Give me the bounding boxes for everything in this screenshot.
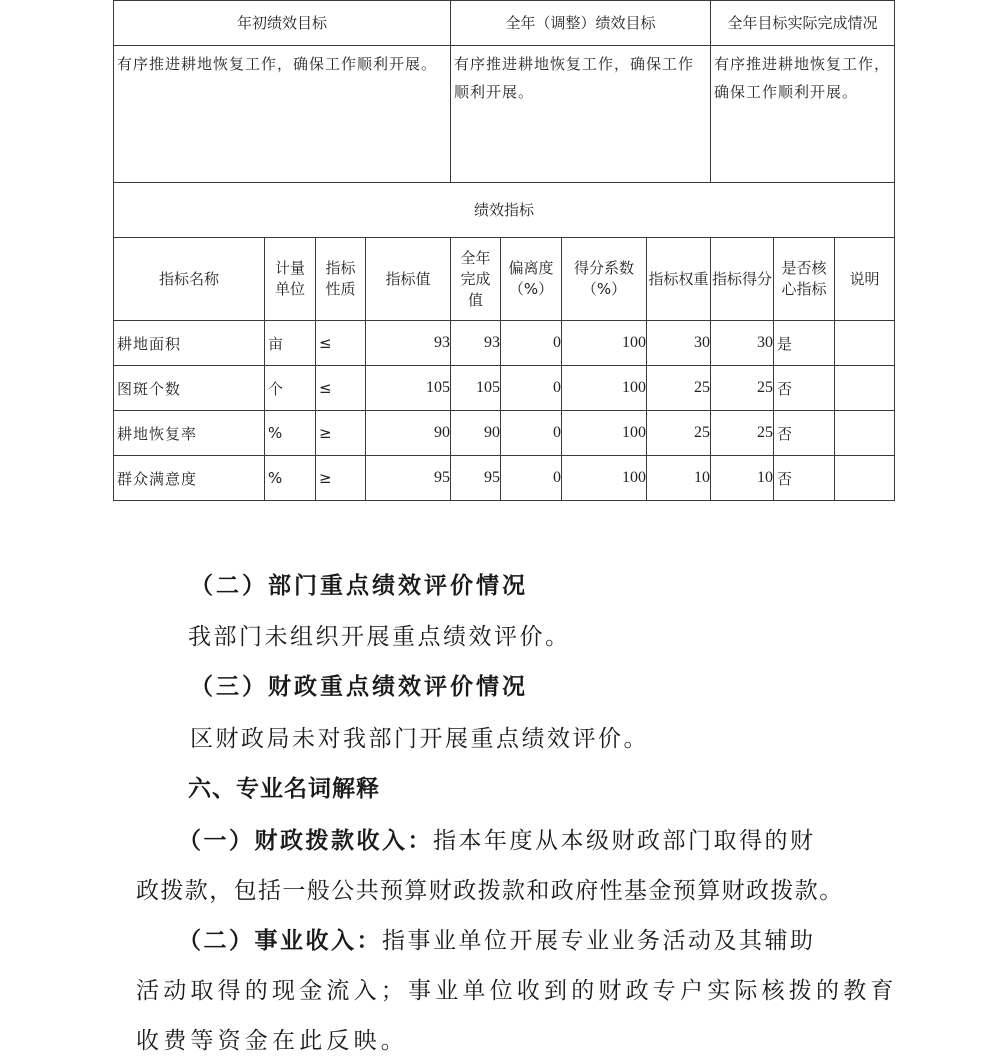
col-header-score: 指标得分	[711, 238, 774, 321]
indicator-row	[114, 456, 895, 501]
cell-completed: 93	[451, 321, 501, 366]
cell-note	[835, 456, 895, 501]
goal-header-row	[114, 1, 895, 46]
col-header-coefficient: 得分系数（%）	[562, 238, 647, 321]
term2-text: 指事业单位开展专业业务活动及其辅助	[382, 928, 816, 954]
term2-line2: 活动取得的现金流入；事业单位收到的财政专户实际核拨的教育	[136, 978, 898, 1004]
finance-eval-heading: （三）财政重点绩效评价情况	[190, 673, 528, 700]
cell-weight: 30	[647, 321, 711, 366]
cell-value: 93	[366, 321, 451, 366]
goal-content-row	[114, 46, 895, 183]
cell-name: 耕地恢复率	[114, 411, 265, 456]
term1-label: （一）财政拨款收入：	[178, 828, 433, 854]
cell-completed: 105	[451, 366, 501, 411]
cell-deviation: 0	[501, 411, 562, 456]
cell-coefficient: 100	[562, 321, 647, 366]
cell-coefficient: 100	[562, 456, 647, 501]
cell-nature: ≤	[316, 366, 366, 411]
performance-table	[113, 0, 895, 501]
cell-nature: ≥	[316, 411, 366, 456]
cell-value: 90	[366, 411, 451, 456]
cell-nature: ≥	[316, 456, 366, 501]
term2-label: （二）事业收入：	[178, 928, 382, 954]
col-header-nature: 指标性质	[316, 238, 366, 321]
glossary-heading: 六、专业名词解释	[188, 776, 380, 802]
col-header-unit: 计量单位	[265, 238, 316, 321]
cell-value: 105	[366, 366, 451, 411]
cell-core: 否	[774, 366, 835, 411]
term1-line2: 政拨款，包括一般公共预算财政拨款和政府性基金预算财政拨款。	[136, 878, 844, 904]
indicator-section-title: 绩效指标	[114, 183, 895, 238]
term2-line1	[178, 922, 816, 955]
cell-score: 25	[711, 411, 774, 456]
cell-value: 95	[366, 456, 451, 501]
term2-line3: 收费等资金在此反映。	[136, 1028, 408, 1054]
cell-core: 否	[774, 411, 835, 456]
cell-coefficient: 100	[562, 366, 647, 411]
cell-note	[835, 321, 895, 366]
indicator-header-row	[114, 238, 895, 321]
cell-completed: 95	[451, 456, 501, 501]
actual-completion-header: 全年目标实际完成情况	[711, 1, 895, 46]
cell-weight: 25	[647, 411, 711, 456]
indicator-row	[114, 321, 895, 366]
cell-note	[835, 366, 895, 411]
initial-goal-text: 有序推进耕地恢复工作，确保工作顺利开展。	[114, 46, 451, 183]
col-header-note: 说明	[835, 238, 895, 321]
cell-unit: %	[265, 456, 316, 501]
cell-score: 10	[711, 456, 774, 501]
cell-deviation: 0	[501, 321, 562, 366]
cell-score: 30	[711, 321, 774, 366]
col-header-name: 指标名称	[114, 238, 265, 321]
cell-name: 图斑个数	[114, 366, 265, 411]
cell-name: 耕地面积	[114, 321, 265, 366]
dept-eval-text: 我部门未组织开展重点绩效评价。	[188, 624, 571, 650]
col-header-core: 是否核心指标	[774, 238, 835, 321]
cell-deviation: 0	[501, 456, 562, 501]
term1-line1	[178, 822, 816, 855]
col-header-completed: 全年完成值	[451, 238, 501, 321]
col-header-deviation: 偏离度（%）	[501, 238, 562, 321]
finance-eval-text: 区财政局未对我部门开展重点绩效评价。	[190, 726, 649, 752]
cell-unit: %	[265, 411, 316, 456]
cell-note	[835, 411, 895, 456]
cell-coefficient: 100	[562, 411, 647, 456]
col-header-weight: 指标权重	[647, 238, 711, 321]
cell-unit: 个	[265, 366, 316, 411]
indicator-section-row	[114, 183, 895, 238]
cell-core: 否	[774, 456, 835, 501]
cell-completed: 90	[451, 411, 501, 456]
cell-core: 是	[774, 321, 835, 366]
cell-deviation: 0	[501, 366, 562, 411]
cell-nature: ≤	[316, 321, 366, 366]
cell-weight: 25	[647, 366, 711, 411]
indicator-row	[114, 411, 895, 456]
adjusted-goal-header: 全年（调整）绩效目标	[451, 1, 711, 46]
cell-name: 群众满意度	[114, 456, 265, 501]
term1-text: 指本年度从本级财政部门取得的财	[433, 828, 816, 854]
cell-score: 25	[711, 366, 774, 411]
col-header-value: 指标值	[366, 238, 451, 321]
adjusted-goal-text: 有序推进耕地恢复工作，确保工作顺利开展。	[451, 46, 711, 183]
cell-unit: 亩	[265, 321, 316, 366]
indicator-row	[114, 366, 895, 411]
initial-goal-header: 年初绩效目标	[114, 1, 451, 46]
dept-eval-heading: （二）部门重点绩效评价情况	[190, 572, 528, 599]
actual-completion-text: 有序推进耕地恢复工作，确保工作顺利开展。	[711, 46, 895, 183]
cell-weight: 10	[647, 456, 711, 501]
